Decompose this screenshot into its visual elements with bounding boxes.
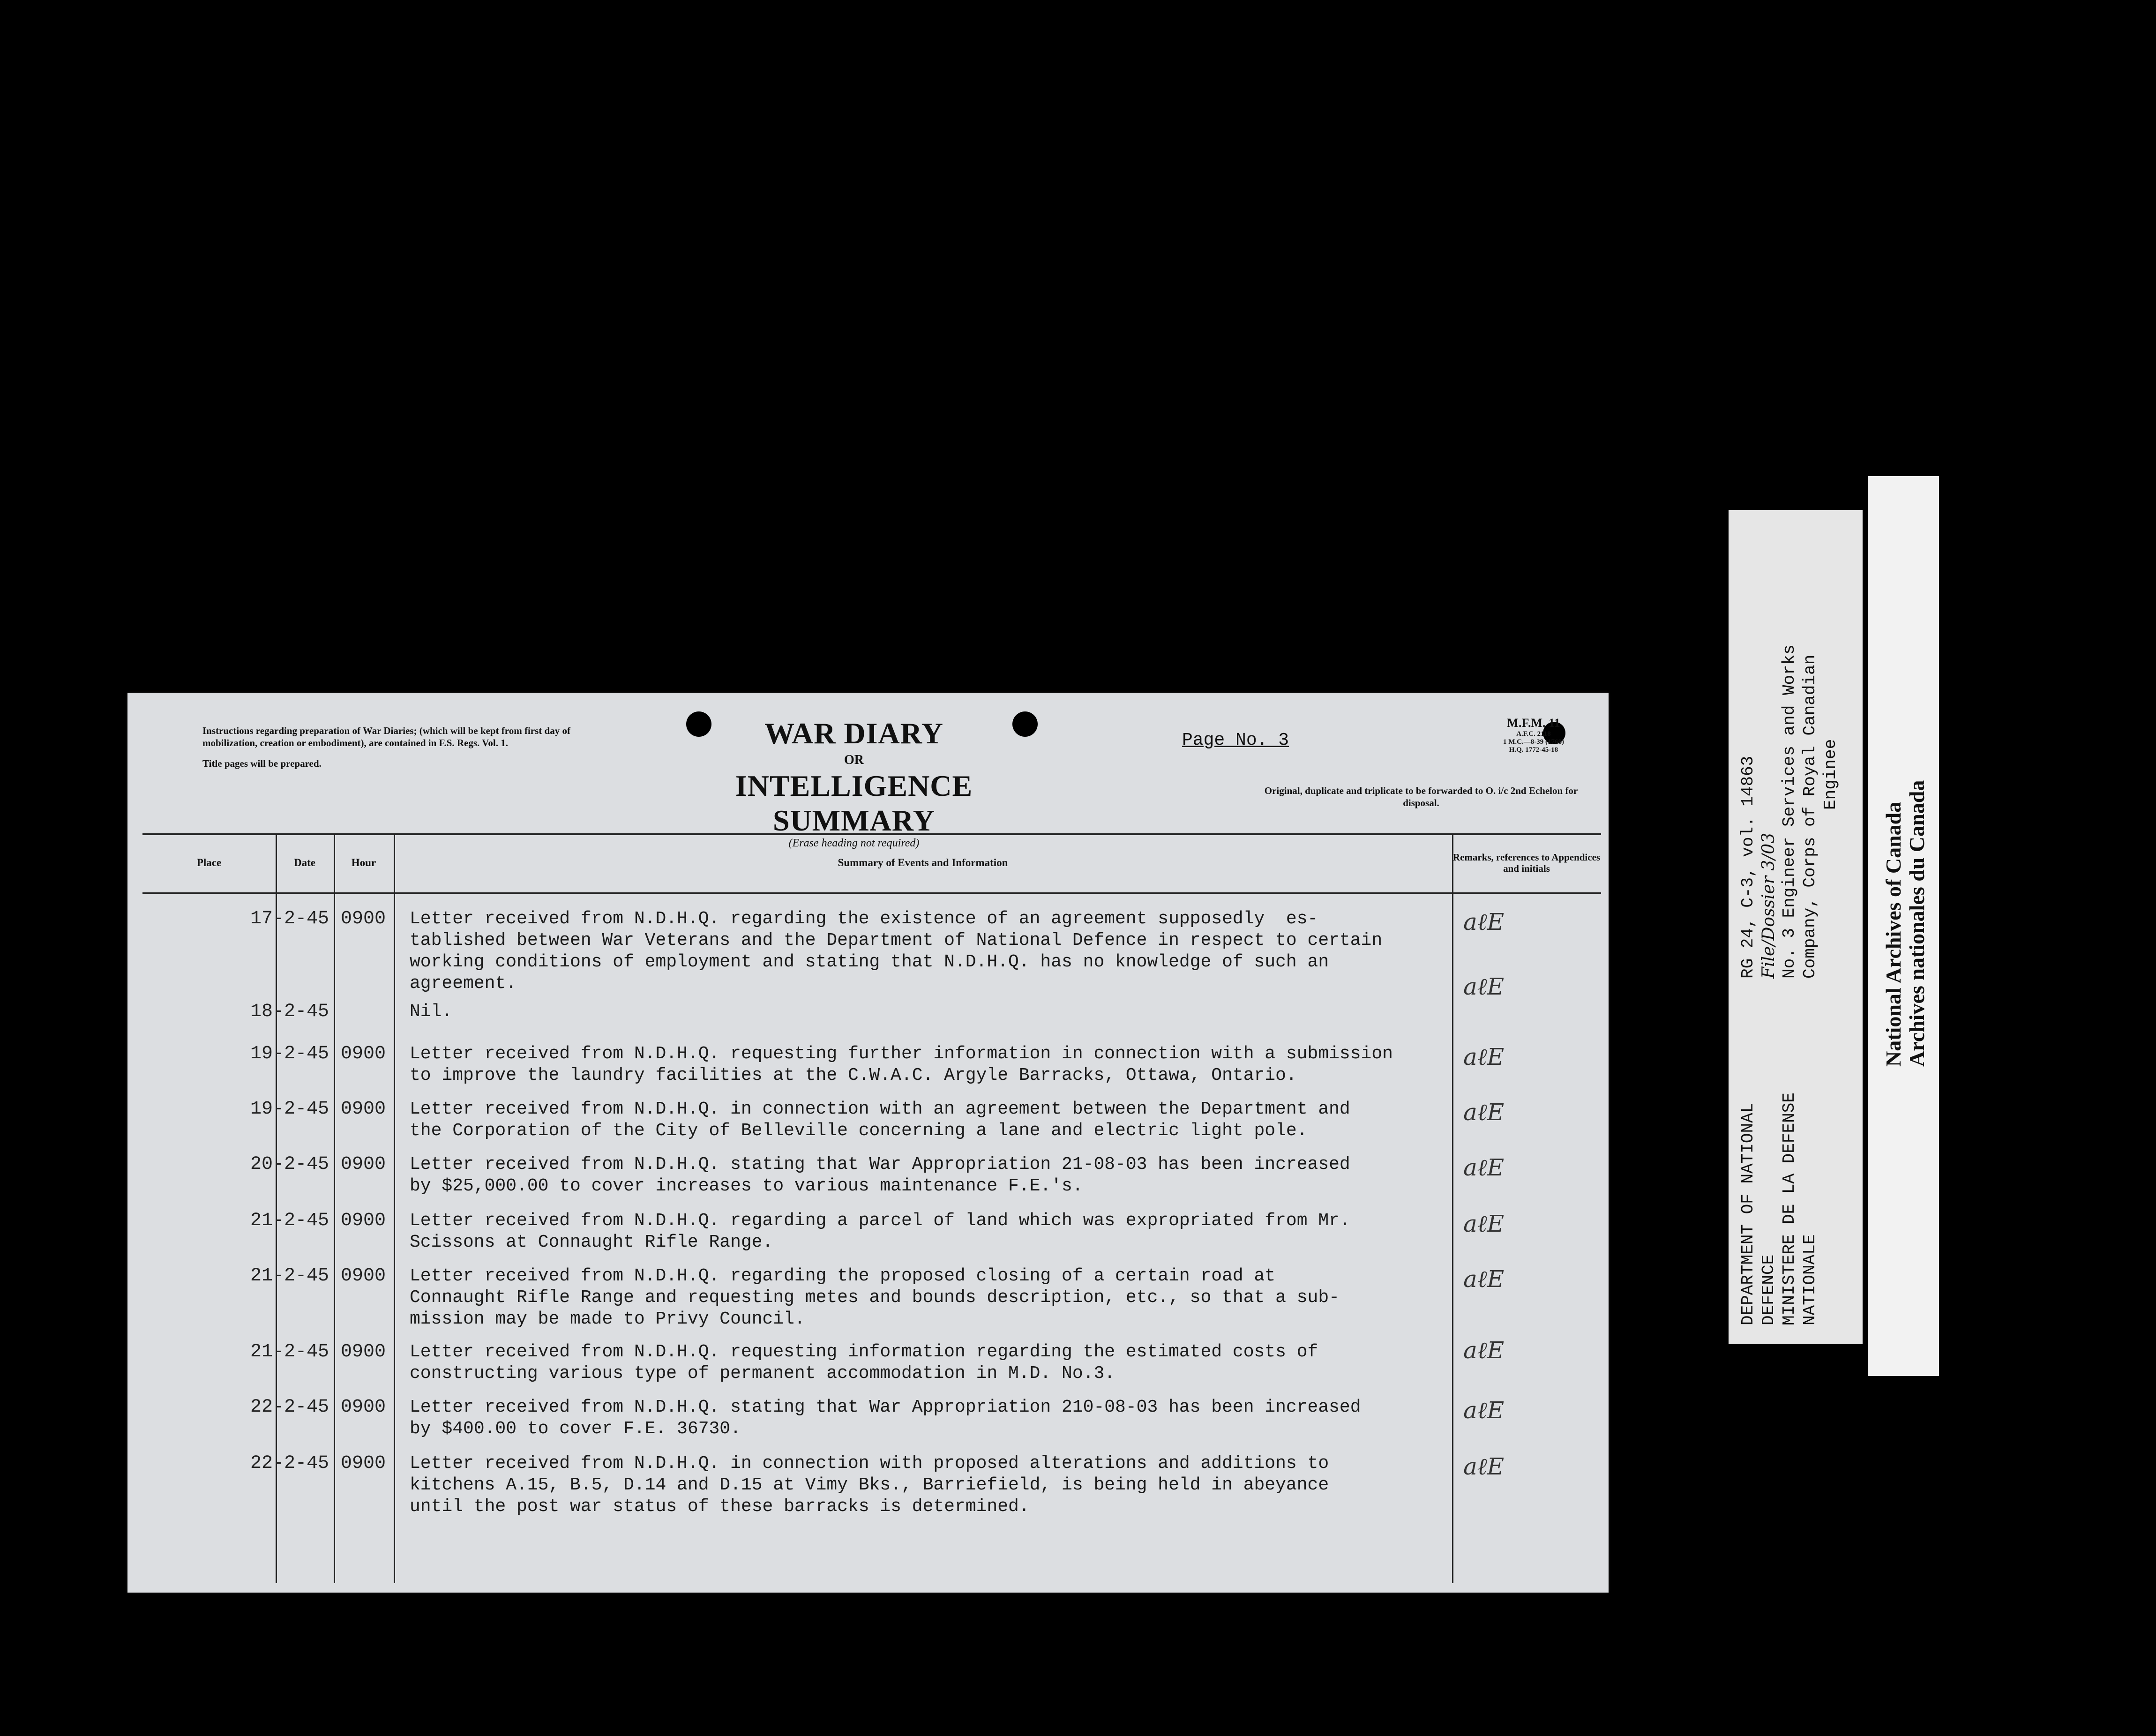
entry-hour: 0900 [340,1453,386,1474]
title-or: OR [844,753,864,767]
entry-initials: aℓE [1463,1154,1505,1181]
entry-initials: aℓE [1463,1337,1505,1364]
entry-hour: 0900 [340,1043,386,1064]
form-codes [1477,716,1590,754]
column-header-hour: Hour [351,857,376,868]
column-header-place: Place [196,857,222,868]
table-header-rule [142,892,1601,894]
dept-line: DEPARTMENT OF NATIONAL [1738,1102,1758,1325]
entry-initials: aℓE [1463,1453,1505,1480]
form-ref: A.F.C. 2118 [1516,730,1551,738]
entry-hour: 0900 [340,1265,386,1287]
entry-date: 21-2-45 [250,1210,329,1231]
erase-note: (Erase heading not required) [788,837,920,849]
dept-line: DEFENCE [1759,1254,1778,1325]
entry-hour: 0900 [340,1099,386,1120]
entry-date: 22-2-45 [250,1397,329,1418]
entry-date: 18-2-45 [250,1001,329,1022]
entry-text: Letter received from N.D.H.Q. in connection with an agreement between the Department and the Corporation of the City of Belleville concerning a lane and electric light pole. [410,1099,1350,1141]
column-header-date: Date [294,857,315,868]
archives-name-fr: Archives nationales du Canada [1905,780,1929,1067]
title-pages-note: Title pages will be prepared. [202,758,322,769]
entry-text: Letter received from N.D.H.Q. regarding the existence of an agreement supposedly es- tablished between War Veterans and the Department of National Defence in respect to certain working conditions of employment and stating that N.D.H.Q. has no knowledge of such an agreement. [410,909,1383,994]
entry-text: Letter received from N.D.H.Q. stating that War Appropriation 210-08-03 has been increased by $400.00 to cover F.E. 36730. [410,1397,1361,1439]
entry-text: Letter received from N.D.H.Q. regarding a parcel of land which was expropriated from Mr. Scissons at Connaught Rifle Range. [410,1211,1350,1252]
column-header-remarks: Remarks, references to Appendices and initials [1452,852,1601,874]
entry-text: Letter received from N.D.H.Q. requesting further information in connection with a submission to improve the laundry facilities at the C.W.A.C. Argyle Barracks, Ottawa, Ontario. [410,1044,1393,1085]
distribution-note: Original, duplicate and triplicate to be forwarded to O. i/c 2nd Echelon for disposal. [1264,785,1578,808]
entry-initials: aℓE [1463,908,1505,935]
form-heading [666,716,1041,850]
title-intelligence-summary: INTELLIGENCE SUMMARY [735,769,973,837]
entry-hour: 0900 [340,1397,386,1418]
file-line: RG 24, C-3, vol. 14863 [1738,756,1758,979]
entry-date: 19-2-45 [250,1043,329,1064]
entry-initials: aℓE [1463,1099,1505,1126]
instructions-note [202,725,596,770]
form-ref: H.Q. 1772-45-18 [1509,746,1558,754]
entry-text: Letter received from N.D.H.Q. regarding the proposed closing of a certain road at Connaught Rifle Range and requesting metes and bounds description, etc., so that a sub- mission may be made to Privy Council. [410,1266,1340,1329]
instructions-text: Instructions regarding preparation of War Diaries; (which will be kept from first day of mobilization, creation or embodiment), are contained in F.S. Regs. Vol. 1. [202,725,570,748]
entry-initials: aℓE [1463,1397,1505,1424]
entry-hour: 0900 [340,1154,386,1175]
entry-date: 21-2-45 [250,1341,329,1362]
title-war-diary: WAR DIARY [764,717,943,750]
entry-text: Letter received from N.D.H.Q. stating that War Appropriation 21-08-03 has been increased by $25,000.00 to cover increases to various maintenance F.E.'s. [410,1154,1350,1196]
page-number: Page No. 3 [1182,730,1289,750]
entry-hour: 0900 [340,1210,386,1231]
file-line: Company, Corps of Royal Canadian [1800,654,1819,979]
war-diary-page [127,693,1609,1593]
archives-name-en: National Archives of Canada [1881,801,1905,1067]
entry-date: 19-2-45 [250,1099,329,1120]
entry-initials: aℓE [1463,1043,1505,1070]
entry-date: 17-2-45 [250,908,329,929]
entry-date: 21-2-45 [250,1265,329,1287]
file-line: File/Dossier 3/03 [1759,832,1778,979]
entry-text: Letter received from N.D.H.Q. requesting information regarding the estimated costs of constructing various type of permanent accommodation in M.D. No.3. [410,1342,1318,1384]
form-ref: 1 M.C.—8-39 (1768) [1503,738,1564,746]
archives-tab [1868,476,1939,1376]
archives-tab-text [1868,476,1939,1376]
dept-line: NATIONALE [1800,1234,1819,1325]
entry-initials: aℓE [1463,973,1505,1000]
entry-initials: aℓE [1463,1265,1505,1293]
file-line: No. 3 Engineer Services and Works [1780,644,1799,979]
entry-date: 22-2-45 [250,1453,329,1474]
archive-reference-text [1729,510,1863,1344]
entry-hour: 0900 [340,908,386,929]
entry-text: Letter received from N.D.H.Q. in connection with proposed alterations and additions to kitchens A.15, B.5, D.14 and D.15 at Vimy Bks., Barriefield, is being held in abeyance until the post war status of these barracks is determined. [410,1453,1329,1517]
dept-line: MINISTERE DE LA DEFENSE [1780,1092,1799,1325]
entry-text: Nil. [410,1002,453,1022]
entry-hour: 0900 [340,1341,386,1362]
entry-initials: aℓE [1463,1210,1505,1237]
form-code: M.F.M. 11 [1507,716,1560,730]
archive-reference-label [1729,510,1863,1344]
entry-date: 20-2-45 [250,1154,329,1175]
column-header-summary: Summary of Events and Information [838,857,1008,868]
file-line: Enginee [1821,739,1840,810]
column-divider [394,833,395,1583]
